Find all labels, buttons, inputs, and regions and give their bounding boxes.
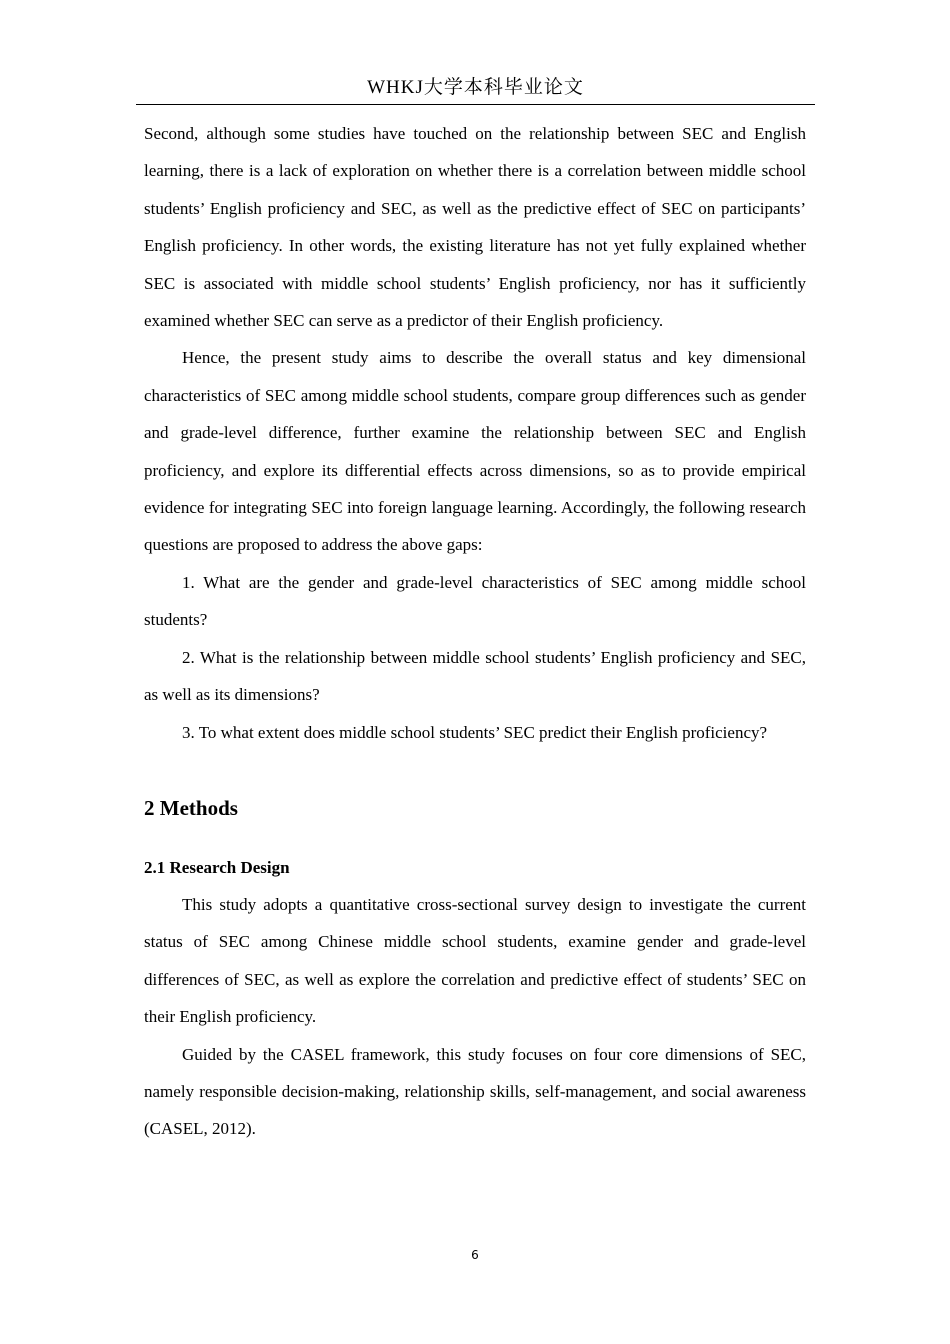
section-heading: 2 Methods: [144, 795, 238, 820]
page-header: [136, 72, 815, 105]
document-body: [144, 115, 806, 1148]
header-title: WHKJ大学本科毕业论文: [367, 77, 584, 98]
body-paragraph: Hence, the present study aims to describe the overall status and key dimensional characteristics of SEC among middle school students, compare group differences such as gender and grade-level difference, further examine the relationship between SEC and English proficiency, and explore its differential effects across dimensions, so as to provide empirical evidence for integrating SEC into foreign language learning. Accordingly, the following research questions are proposed to address the above gaps:: [144, 348, 806, 555]
subsection-heading: 2.1 Research Design: [144, 857, 290, 877]
body-paragraph: This study adopts a quantitative cross-sectional survey design to investigate the current status of SEC among Chinese middle school students, examine gender and grade-level differences of SEC, as well as explore the correlation and predictive effect of students’ SEC on their English proficiency.: [144, 894, 806, 1027]
body-paragraph: Guided by the CASEL framework, this study focuses on four core dimensions of SEC, namely responsible decision-making, relationship skills, self-management, and social awareness (CASEL, 2012).: [144, 1044, 806, 1139]
body-paragraph: Second, although some studies have touched on the relationship between SEC and English learning, there is a lack of exploration on whether there is a correlation between middle school students’ English proficiency and SEC, as well as the predictive effect of SEC on participants’ English proficiency. In other words, the existing literature has not yet fully explained whether SEC is associated with middle school students’ English proficiency, nor has it sufficiently examined whether SEC can serve as a predictor of their English proficiency.: [144, 124, 806, 331]
research-question: 1. What are the gender and grade-level characteristics of SEC among middle school students?: [144, 572, 806, 630]
research-question: 3. To what extent does middle school students’ SEC predict their English proficiency?: [182, 722, 768, 742]
page-number: 6: [471, 1248, 479, 1262]
research-question: 2. What is the relationship between middle school students’ English proficiency and SEC, as well as its dimensions?: [144, 647, 806, 705]
